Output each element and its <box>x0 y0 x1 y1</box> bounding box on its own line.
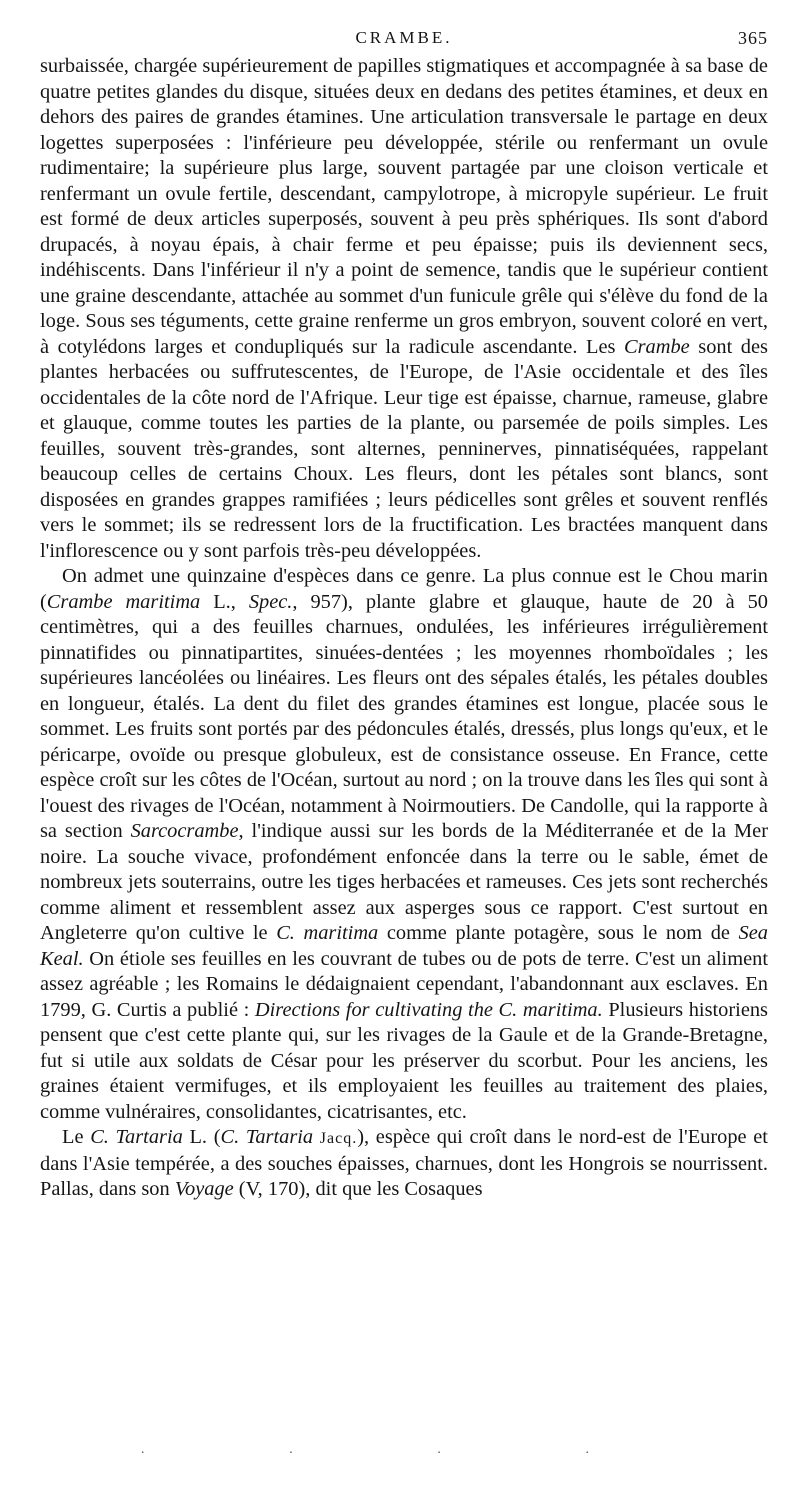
text-run: (V, 170), dit que les Cosaques <box>233 1178 483 1200</box>
text-run: ), espèce qui croît dans le nord-est de l'Europe et dans l'Asie tempérée, a des souches épaisses, charnues, dont les Hongrois se nourrissent. Pallas, dans son <box>40 1126 768 1200</box>
species-name: Crambe maritima <box>46 590 201 613</box>
page-number: 365 <box>738 28 768 48</box>
text-run: L. ( <box>182 1126 221 1148</box>
reference-title: Spec. <box>248 590 293 613</box>
text-run: comme plante potagère, sous le nom de <box>378 922 739 944</box>
text-run: Le <box>62 1126 91 1148</box>
text-run: surbaissée, chargée supérieurement de papilles stigmatiques et accompagnée à sa base de quatre petites glandes du disque, situées deux en dedans des petites étamines, et deux en dehors des paires de grandes étamines. Une articulation transversale le partage en deux logettes superposées : l'inférieure peu développée, stérile ou renfermant un ovule rudimentaire; la supérieure plus large, souvent partagée par une cloison verticale et renfermant un ovule fertile, descendant, campylotrope, à micropyle supérieur. Le fruit est formé de deux articles superposés, souvent à peu près sphériques. Ils sont d'abord drupacés, à noyau épais, à chair ferme et peu épaisse; puis ils deviennent secs, indéhiscents. Dans l'inférieur il n'y a point de semence, tandis que le supérieur contient une graine descendante, attachée au sommet d'un funicule grêle qui s'élève du fond de la loge. Sous ses téguments, cette graine renferme un gros embryon, souvent coloré en vert, à cotylédons larges et condupliqués sur la radicule ascendante. Les <box>40 55 768 358</box>
text-run: , l'indique aussi sur les bords de la Méditerranée et de la Mer noire. La souche vivace, profondément enfoncée dans la terre ou le sable, émet de nombreux jets souterrains, outre les tiges herbacées et rameuses. Ces jets sont recherchés comme aliment et ressemblent assez aux asperges sous ce rapport. C'est surtout en Angleterre qu'on cultive le <box>40 820 768 944</box>
book-title: Directions for cultivating the C. maritima. <box>254 998 603 1021</box>
book-title: Voyage <box>174 1178 234 1200</box>
text-run: On admet une quinzaine d'espèces dans ce genre. La plus connue est le Chou marin ( <box>40 565 768 613</box>
species-name: C. maritima <box>276 922 379 944</box>
common-name: Sea Keal. <box>40 922 768 970</box>
running-head <box>40 28 768 54</box>
paragraph-species-tartaria <box>40 1125 768 1203</box>
book-page <box>40 28 768 1203</box>
running-title: CRAMBE. <box>355 28 453 47</box>
species-name: C. Tartaria <box>220 1126 314 1148</box>
text-run: sont des plantes herbacées ou suffrutescentes, de l'Europe, de l'Asie occidentale et des îles occidentales de la côte nord de l'Afrique. Leur tige est épaisse, charnue, rameuse, glabre et glauque, comme toutes les parties de la plante, ou parsemée de poils simples. Les feuilles, souvent très-grandes, sont alternes, penninerves, pinnatiséquées, rappelant beaucoup celles de certains Choux. Les fleurs, dont les pétales sont blancs, sont disposées en grandes grappes ramifiées ; leurs pédicelles sont grêles et souvent renflés vers le sommet; ils se redressent lors de la fructification. Les bractées manquent dans l'inflorescence ou y sont parfois très-peu développées. <box>40 335 768 562</box>
section-name: Sarcocrambe <box>130 820 239 842</box>
paragraph-species-maritima <box>40 564 768 1125</box>
footer-marks: · · · · <box>140 1446 660 1461</box>
text-run: , 957), plante glabre et glauque, haute de 20 à 50 centimètres, qui a des feuilles charnues, ondulées, les inférieures irrégulièrement pinnatifides ou pinnatipartites, sinuées-dentées ; les moyennes rhomboïdales ; les supérieures lancéolées ou linéaires. Les fleurs ont des sépales étalés, les pétales doubles en longueur, étalés. La dent du filet des grandes étamines est longue, placée sous le sommet. Les fruits sont portés par des pédoncules étalés, dressés, plus longs qu'eux, et le péricarpe, ovoïde ou presque globuleux, est de consistance osseuse. En France, cette espèce croît sur les côtes de l'Océan, surtout au nord ; on la trouve dans les îles qui sont à l'ouest des rivages de l'Océan, notamment à Noirmoutiers. De Candolle, qui la rapporte à sa section <box>40 590 768 842</box>
text-run: L., <box>200 590 249 613</box>
paragraph-description <box>40 54 768 564</box>
author-abbreviation: Jacq. <box>319 1130 358 1147</box>
text-run <box>313 1126 320 1148</box>
species-name: C. Tartaria <box>90 1126 183 1148</box>
text-run: On étiole ses feuilles en les couvrant de tubes ou de pots de terre. C'est un aliment assez agréable ; les Romains le dédaignaient cependant, l'abandonnant aux esclaves. En 1799, G. Curtis a publié : <box>40 947 768 1021</box>
text-run: Plusieurs historiens pensent que c'est cette plante qui, sur les rivages de la Gaule et de la Grande-Bretagne, fut si utile aux soldats de César pour les préserver du scorbut. Pour les anciens, les graines étaient vermifuges, et ils employaient les feuilles au traitement des plaies, comme vulnéraires, consolidantes, cicatrisantes, etc. <box>40 998 768 1123</box>
genus-name: Crambe <box>624 335 690 358</box>
